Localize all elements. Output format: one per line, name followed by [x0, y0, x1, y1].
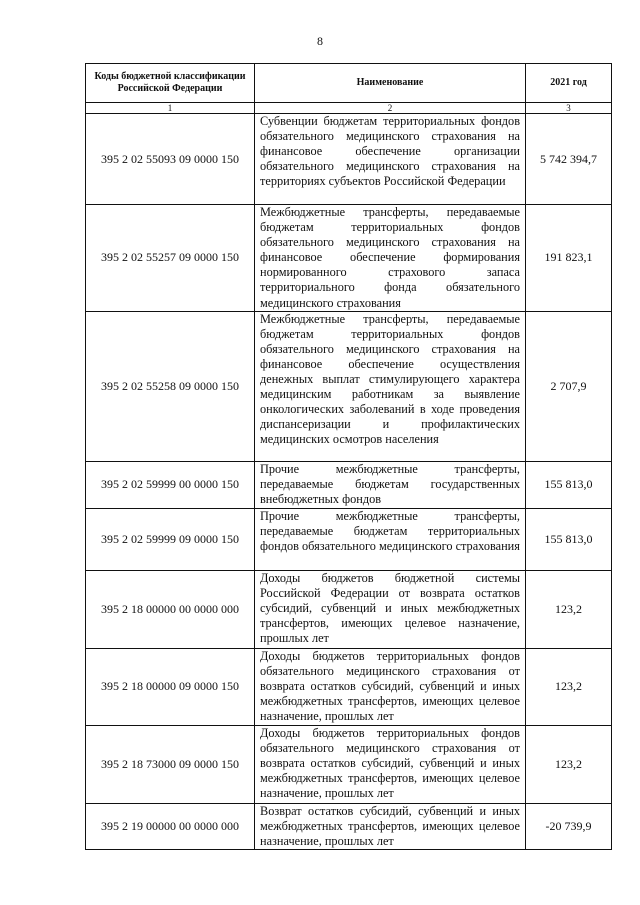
budget-code: 395 2 02 55093 09 0000 150 [86, 114, 255, 205]
column-number: 2 [255, 103, 526, 114]
amount-2021: 2 707,9 [526, 311, 612, 461]
budget-code: 395 2 02 59999 00 0000 150 [86, 461, 255, 508]
item-name: Прочие межбюджетные трансферты, передаваемые бюджетам территориальных фондов обязательного медицинского страхования [255, 508, 526, 570]
item-name: Межбюджетные трансферты, передаваемые бюджетам территориальных фондов обязательного медицинского страхования на финансовое обеспечение формирования нормированного страхового запаса территориального фонда обязательного медицинского страхования [255, 205, 526, 312]
table-row [86, 114, 612, 205]
table-row [86, 508, 612, 570]
column-number: 3 [526, 103, 612, 114]
header-year: 2021 год [526, 64, 612, 103]
table-row [86, 648, 612, 725]
table-row [86, 570, 612, 648]
table-row [86, 461, 612, 508]
table-row [86, 205, 612, 312]
column-number: 1 [86, 103, 255, 114]
table-header-row [86, 64, 612, 103]
amount-2021: 123,2 [526, 725, 612, 803]
budget-code: 395 2 02 59999 09 0000 150 [86, 508, 255, 570]
header-codes: Коды бюджетной классификации Российской Федерации [86, 64, 255, 103]
amount-2021: -20 739,9 [526, 803, 612, 849]
budget-code: 395 2 02 55258 09 0000 150 [86, 311, 255, 461]
column-number-row [86, 103, 612, 114]
item-name: Доходы бюджетов территориальных фондов обязательного медицинского страхования от возврата остатков субсидий, субвенций и иных межбюджетных трансфертов, имеющих целевое назначение, прошлых лет [255, 725, 526, 803]
page-number: 8 [317, 34, 323, 48]
amount-2021: 123,2 [526, 570, 612, 648]
budget-table [85, 63, 612, 850]
budget-table-container [85, 63, 611, 850]
budget-code: 395 2 02 55257 09 0000 150 [86, 205, 255, 312]
item-name: Доходы бюджетов бюджетной системы Российской Федерации от возврата остатков субсидий, субвенций и иных межбюджетных трансфертов, имеющих целевое назначение, прошлых лет [255, 570, 526, 648]
table-row [86, 803, 612, 849]
amount-2021: 123,2 [526, 648, 612, 725]
table-row [86, 725, 612, 803]
item-name: Межбюджетные трансферты, передаваемые бюджетам территориальных фондов обязательного медицинского страхования на финансовое обеспечение осуществления денежных выплат стимулирующего характера медицинским работникам за выявление онкологических заболеваний в ходе проведения диспансеризации и профилактических медицинских осмотров населения [255, 311, 526, 461]
item-name: Субвенции бюджетам территориальных фондов обязательного медицинского страхования на финансовое обеспечение организации обязательного медицинского страхования на территориях субъектов Российской Федерации [255, 114, 526, 205]
item-name: Возврат остатков субсидий, субвенций и иных межбюджетных трансфертов, имеющих целевое назначение, прошлых лет [255, 803, 526, 849]
budget-code: 395 2 19 00000 00 0000 000 [86, 803, 255, 849]
budget-code: 395 2 18 73000 09 0000 150 [86, 725, 255, 803]
table-row [86, 311, 612, 461]
amount-2021: 155 813,0 [526, 508, 612, 570]
header-name: Наименование [255, 64, 526, 103]
budget-code: 395 2 18 00000 09 0000 150 [86, 648, 255, 725]
amount-2021: 155 813,0 [526, 461, 612, 508]
item-name: Прочие межбюджетные трансферты, передаваемые бюджетам государственных внебюджетных фондов [255, 461, 526, 508]
budget-code: 395 2 18 00000 00 0000 000 [86, 570, 255, 648]
item-name: Доходы бюджетов территориальных фондов обязательного медицинского страхования от возврата остатков субсидий, субвенций и иных межбюджетных трансфертов, имеющих целевое назначение, прошлых лет [255, 648, 526, 725]
amount-2021: 5 742 394,7 [526, 114, 612, 205]
amount-2021: 191 823,1 [526, 205, 612, 312]
